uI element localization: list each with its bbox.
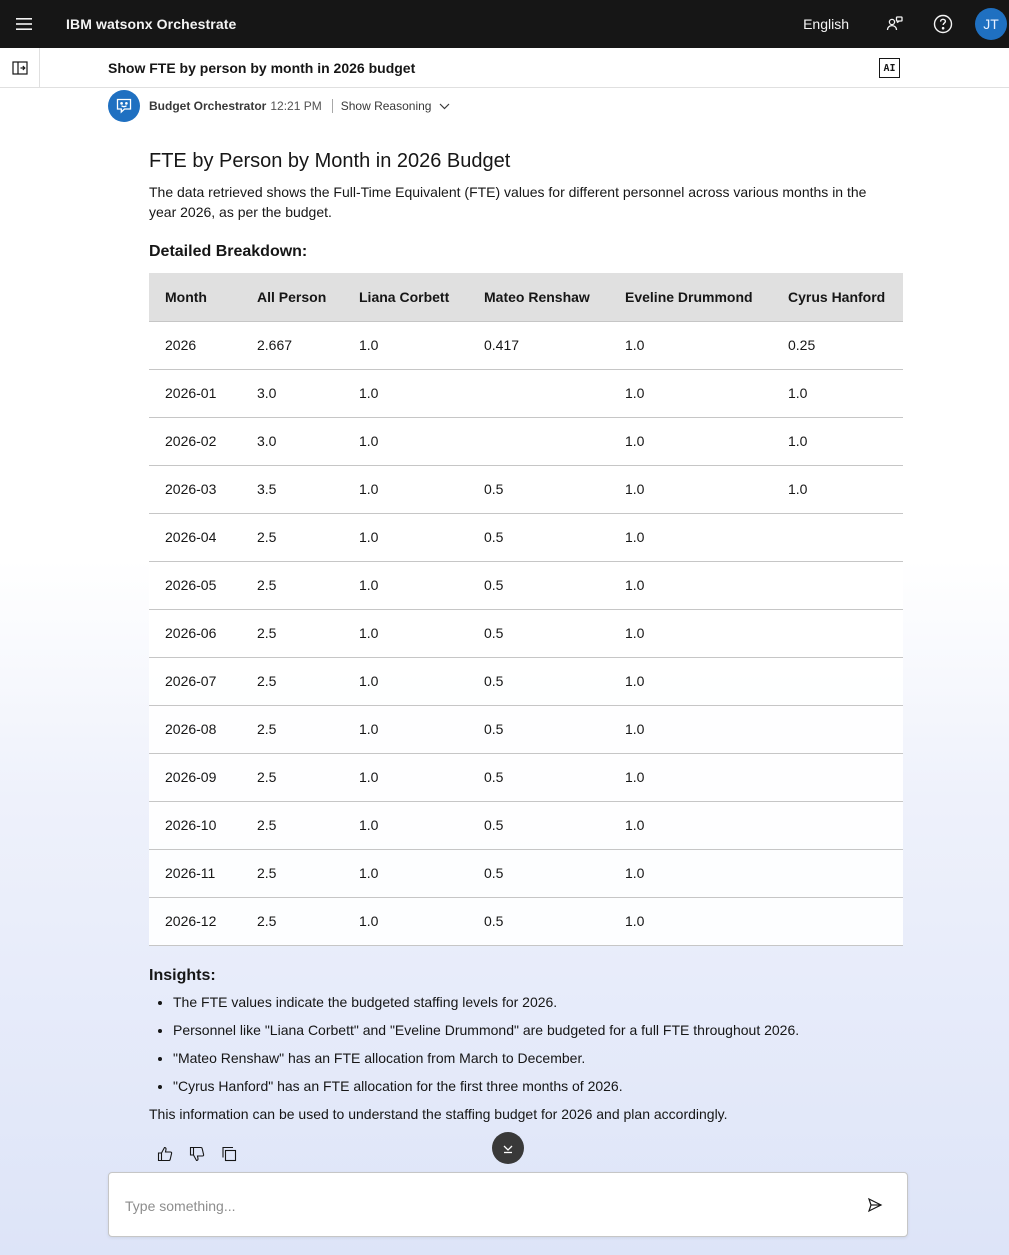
table-cell: 2026-09 bbox=[149, 753, 241, 801]
table-cell: 1.0 bbox=[609, 705, 772, 753]
table-cell: 0.5 bbox=[468, 657, 609, 705]
send-icon[interactable] bbox=[865, 1195, 885, 1215]
table-cell: 1.0 bbox=[343, 513, 468, 561]
column-header: Month bbox=[165, 288, 207, 305]
table-cell: 1.0 bbox=[343, 753, 468, 801]
table-cell: 1.0 bbox=[343, 849, 468, 897]
table-row bbox=[149, 321, 903, 369]
divider bbox=[332, 99, 333, 113]
table-cell: 2.5 bbox=[241, 657, 343, 705]
table-cell: 0.5 bbox=[468, 705, 609, 753]
column-header: Cyrus Hanford bbox=[788, 288, 886, 305]
chat-title: Show FTE by person by month in 2026 budget bbox=[108, 59, 416, 76]
table-cell: 2026-08 bbox=[149, 705, 241, 753]
chevron-down-icon bbox=[439, 103, 450, 110]
message-header bbox=[108, 90, 450, 122]
scroll-to-bottom-button[interactable] bbox=[492, 1132, 524, 1164]
table-cell: 1.0 bbox=[343, 705, 468, 753]
table-cell: 1.0 bbox=[609, 753, 772, 801]
table-cell: 2026-10 bbox=[149, 801, 241, 849]
table-cell: 1.0 bbox=[772, 417, 903, 465]
column-header: Eveline Drummond bbox=[625, 288, 753, 305]
table-cell: 0.5 bbox=[468, 465, 609, 513]
table-cell: 2026 bbox=[149, 321, 241, 369]
table-cell: 0.5 bbox=[468, 609, 609, 657]
top-header bbox=[0, 0, 1009, 48]
closing-text: This information can be used to understand the staffing budget for 2026 and plan accordingly. bbox=[149, 1105, 728, 1122]
table-cell: 3.0 bbox=[241, 369, 343, 417]
table-cell: 1.0 bbox=[609, 657, 772, 705]
feedback-actions bbox=[155, 1144, 251, 1164]
table-cell: 2026-02 bbox=[149, 417, 241, 465]
table-body bbox=[149, 321, 903, 945]
table-row bbox=[149, 705, 903, 753]
table-cell: 1.0 bbox=[609, 465, 772, 513]
table-cell: 1.0 bbox=[609, 561, 772, 609]
table-cell: 2.5 bbox=[241, 897, 343, 945]
table-cell: 1.0 bbox=[343, 321, 468, 369]
language-selector[interactable]: English bbox=[803, 16, 849, 32]
list-item: • Personnel like "Liana Corbett" and "Eveline Drummond" are budgeted for a full FTE throughout 2026. bbox=[173, 1020, 904, 1040]
response-intro: The data retrieved shows the Full-Time Equivalent (FTE) values for different personnel across various months in the year 2026, as per the budget. bbox=[149, 184, 867, 220]
table-cell: 0.5 bbox=[468, 801, 609, 849]
table-cell: 2026-07 bbox=[149, 657, 241, 705]
show-reasoning-toggle[interactable] bbox=[341, 99, 451, 113]
table-cell bbox=[772, 753, 903, 801]
breakdown-heading: Detailed Breakdown: bbox=[149, 243, 308, 260]
table-cell: 2.5 bbox=[241, 801, 343, 849]
thumbs-down-icon[interactable] bbox=[187, 1144, 207, 1164]
table-cell: 2026-11 bbox=[149, 849, 241, 897]
list-item: • "Cyrus Hanford" has an FTE allocation for the first three months of 2026. bbox=[173, 1076, 904, 1096]
table-cell bbox=[772, 801, 903, 849]
copy-icon[interactable] bbox=[219, 1144, 239, 1164]
table-row bbox=[149, 369, 903, 417]
table-cell: 2.5 bbox=[241, 561, 343, 609]
ai-label-icon[interactable]: AI bbox=[879, 58, 900, 78]
table-cell: 1.0 bbox=[609, 321, 772, 369]
table-cell: 1.0 bbox=[343, 657, 468, 705]
message-input[interactable] bbox=[125, 1195, 845, 1217]
table-cell: 0.5 bbox=[468, 897, 609, 945]
table-cell: 2.5 bbox=[241, 849, 343, 897]
list-item: • The FTE values indicate the budgeted staffing levels for 2026. bbox=[173, 992, 904, 1012]
app-title[interactable]: IBM watsonx Orchestrate bbox=[66, 16, 237, 32]
user-swap-icon[interactable] bbox=[871, 0, 919, 48]
table-cell: 2.5 bbox=[241, 753, 343, 801]
show-reasoning-label: Show Reasoning bbox=[340, 99, 432, 113]
table-cell: 1.0 bbox=[343, 897, 468, 945]
table-cell: 2026-03 bbox=[149, 465, 241, 513]
table-cell: 0.5 bbox=[468, 561, 609, 609]
table-cell: 3.0 bbox=[241, 417, 343, 465]
column-header: All Person bbox=[257, 288, 327, 305]
table-cell: 1.0 bbox=[609, 897, 772, 945]
table-cell: 1.0 bbox=[609, 609, 772, 657]
table-cell bbox=[772, 705, 903, 753]
chat-bot-icon bbox=[108, 90, 140, 122]
table-cell: 2026-05 bbox=[149, 561, 241, 609]
response-title: FTE by Person by Month in 2026 Budget bbox=[149, 150, 511, 172]
table-cell: 1.0 bbox=[609, 801, 772, 849]
table-cell: 2026-06 bbox=[149, 609, 241, 657]
table-cell bbox=[772, 513, 903, 561]
table-header-row bbox=[149, 273, 903, 321]
table-cell: 1.0 bbox=[343, 465, 468, 513]
table-row bbox=[149, 849, 903, 897]
table-cell: 2026-01 bbox=[149, 369, 241, 417]
table-cell: 1.0 bbox=[772, 465, 903, 513]
table-cell: 2.5 bbox=[241, 609, 343, 657]
message-body bbox=[149, 148, 904, 1124]
table-cell: 1.0 bbox=[609, 513, 772, 561]
menu-icon[interactable] bbox=[0, 0, 48, 48]
table-cell: 1.0 bbox=[343, 609, 468, 657]
insights-heading: Insights: bbox=[149, 966, 216, 984]
table-cell: 1.0 bbox=[772, 369, 903, 417]
table-cell: 1.0 bbox=[343, 417, 468, 465]
thumbs-up-icon[interactable] bbox=[155, 1144, 175, 1164]
table-cell bbox=[772, 849, 903, 897]
scroll-down-icon bbox=[501, 1141, 515, 1155]
fte-table bbox=[149, 273, 903, 946]
table-cell: 1.0 bbox=[609, 849, 772, 897]
table-cell bbox=[772, 609, 903, 657]
table-cell: 0.417 bbox=[468, 321, 609, 369]
table-row bbox=[149, 657, 903, 705]
table-cell: 2.5 bbox=[241, 705, 343, 753]
table-cell: 2.667 bbox=[241, 321, 343, 369]
table-cell: 1.0 bbox=[343, 369, 468, 417]
table-cell: 0.25 bbox=[772, 321, 903, 369]
table-cell bbox=[772, 561, 903, 609]
column-header: Liana Corbett bbox=[359, 288, 450, 305]
column-header: Mateo Renshaw bbox=[484, 288, 590, 305]
table-cell: 0.5 bbox=[468, 849, 609, 897]
table-cell: 1.0 bbox=[343, 561, 468, 609]
table-cell: 2026-04 bbox=[149, 513, 241, 561]
table-cell: 2026-12 bbox=[149, 897, 241, 945]
table-cell: 1.0 bbox=[609, 369, 772, 417]
table-row bbox=[149, 801, 903, 849]
table-row bbox=[149, 513, 903, 561]
table-row bbox=[149, 465, 903, 513]
list-item: • "Mateo Renshaw" has an FTE allocation from March to December. bbox=[173, 1048, 904, 1068]
table-row bbox=[149, 753, 903, 801]
chat-composer bbox=[108, 1172, 908, 1237]
help-icon[interactable] bbox=[919, 0, 967, 48]
table-cell bbox=[468, 369, 609, 417]
panel-toggle-icon[interactable] bbox=[0, 48, 40, 88]
table-row bbox=[149, 609, 903, 657]
chat-title-bar bbox=[0, 48, 1009, 88]
table-row bbox=[149, 897, 903, 945]
table-row bbox=[149, 561, 903, 609]
table-row bbox=[149, 417, 903, 465]
insights-list bbox=[149, 992, 904, 1096]
table-cell: 0.5 bbox=[468, 753, 609, 801]
table-cell: 0.5 bbox=[468, 513, 609, 561]
table-cell bbox=[468, 417, 609, 465]
table-cell: 2.5 bbox=[241, 513, 343, 561]
table-cell: 1.0 bbox=[343, 801, 468, 849]
table-cell: 1.0 bbox=[609, 417, 772, 465]
table-cell bbox=[772, 897, 903, 945]
table-cell bbox=[772, 657, 903, 705]
sender-name: Budget Orchestrator bbox=[149, 99, 267, 113]
message-time: 12:21 PM bbox=[270, 99, 322, 113]
table-cell: 3.5 bbox=[241, 465, 343, 513]
user-avatar[interactable]: JT bbox=[975, 8, 1007, 40]
